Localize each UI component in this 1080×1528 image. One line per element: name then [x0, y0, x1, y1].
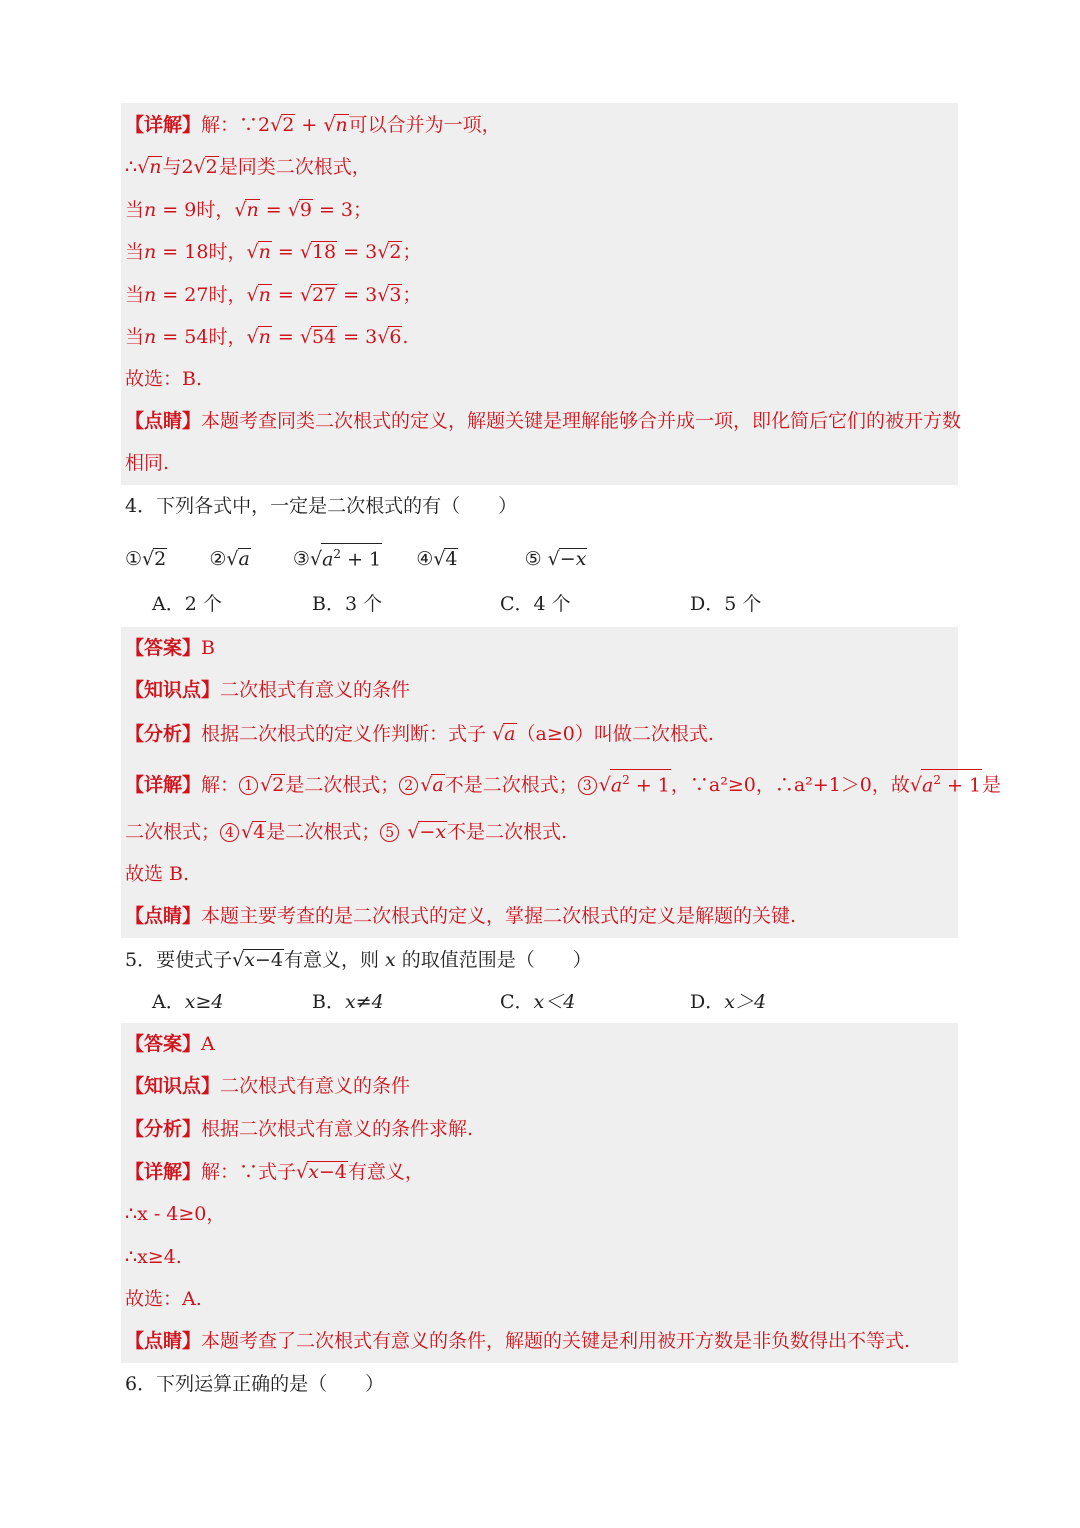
q4-analysis: 【分析】根据二次根式的定义作判断：式子 √a（a≥0）叫做二次根式.	[125, 723, 714, 745]
q4-knowledge-point: 【知识点】二次根式有意义的条件	[125, 679, 411, 701]
q6-stem: 6．下列运算正确的是（ ）	[125, 1373, 385, 1395]
q4-choose: 故选 B.	[125, 863, 190, 885]
q4-option-d: D．5 个	[690, 593, 762, 615]
q3-conclusion-line: ∴√n与2√2是同类二次根式，	[125, 156, 371, 178]
q3-detail-line: 【详解】解：∵2√2 + √n可以合并为一项，	[125, 114, 501, 136]
q3-case-line: 当n = 54时，√n = √54 = 3√6.	[125, 326, 409, 348]
q4-option-c: C．4 个	[500, 593, 571, 615]
q5-option-b: B．x≠4	[312, 991, 384, 1013]
q5-step-1: ∴x - 4≥0，	[125, 1203, 226, 1225]
q3-comment-line-2: 相同.	[125, 452, 170, 474]
q3-comment-line: 【点睛】本题考查同类二次根式的定义，解题关键是理解能够合并成一项，即化简后它们的被开方数	[125, 410, 962, 432]
q5-analysis: 【分析】根据二次根式有意义的条件求解.	[125, 1118, 474, 1140]
q5-step-2: ∴x≥4.	[125, 1246, 182, 1268]
q5-detail: 【详解】解：∵式子√x−4有意义，	[125, 1161, 424, 1183]
q3-case-line: 当n = 18时，√n = √18 = 3√2；	[125, 241, 422, 263]
q4-detail-line-1: 【详解】解： 1 √2是二次根式； 2 √a不是二次根式； 3 $√a^2 + 1$，∵a²≥0，∴a²+1＞0，故$√a^2 + 1$是	[125, 764, 1001, 806]
detail-label: 【详解】	[125, 114, 202, 136]
q5-option-c: C．x＜4	[500, 991, 576, 1013]
q3-case-line: 当n = 27时，√n = √27 = 3√3；	[125, 284, 422, 306]
q5-answer: 【答案】A	[125, 1033, 215, 1055]
q4-option-b: B．3 个	[312, 593, 383, 615]
q4-detail-line-2: 二次根式； 4 √4是二次根式； 5 √−x不是二次根式.	[125, 821, 568, 843]
q3-choose-line: 故选：B.	[125, 368, 203, 390]
q5-knowledge-point: 【知识点】二次根式有意义的条件	[125, 1075, 411, 1097]
q5-stem: 5．要使式子√x−4有意义，则 x 的取值范围是（ ）	[125, 949, 592, 971]
q5-option-a: A．x≥4	[152, 991, 224, 1013]
q4-comment: 【点睛】本题主要考查的是二次根式的定义，掌握二次根式的定义是解题的关键.	[125, 905, 797, 927]
q4-stem: 4．下列各式中，一定是二次根式的有（ ）	[125, 495, 518, 517]
q4-items: ①√2 ②√a $③√a^2 + 1$ ④√4 ⑤ √−x	[125, 538, 587, 580]
q4-answer: 【答案】B	[125, 637, 215, 659]
q5-comment: 【点睛】本题考查了二次根式有意义的条件，解题的关键是利用被开方数是非负数得出不等式.	[125, 1330, 911, 1352]
q5-option-d: D．x＞4	[690, 991, 767, 1013]
q3-case-line: 当n = 9时，√n = √9 = 3；	[125, 199, 373, 221]
q4-option-a: A．2 个	[152, 593, 222, 615]
q5-choose: 故选：A.	[125, 1288, 202, 1310]
